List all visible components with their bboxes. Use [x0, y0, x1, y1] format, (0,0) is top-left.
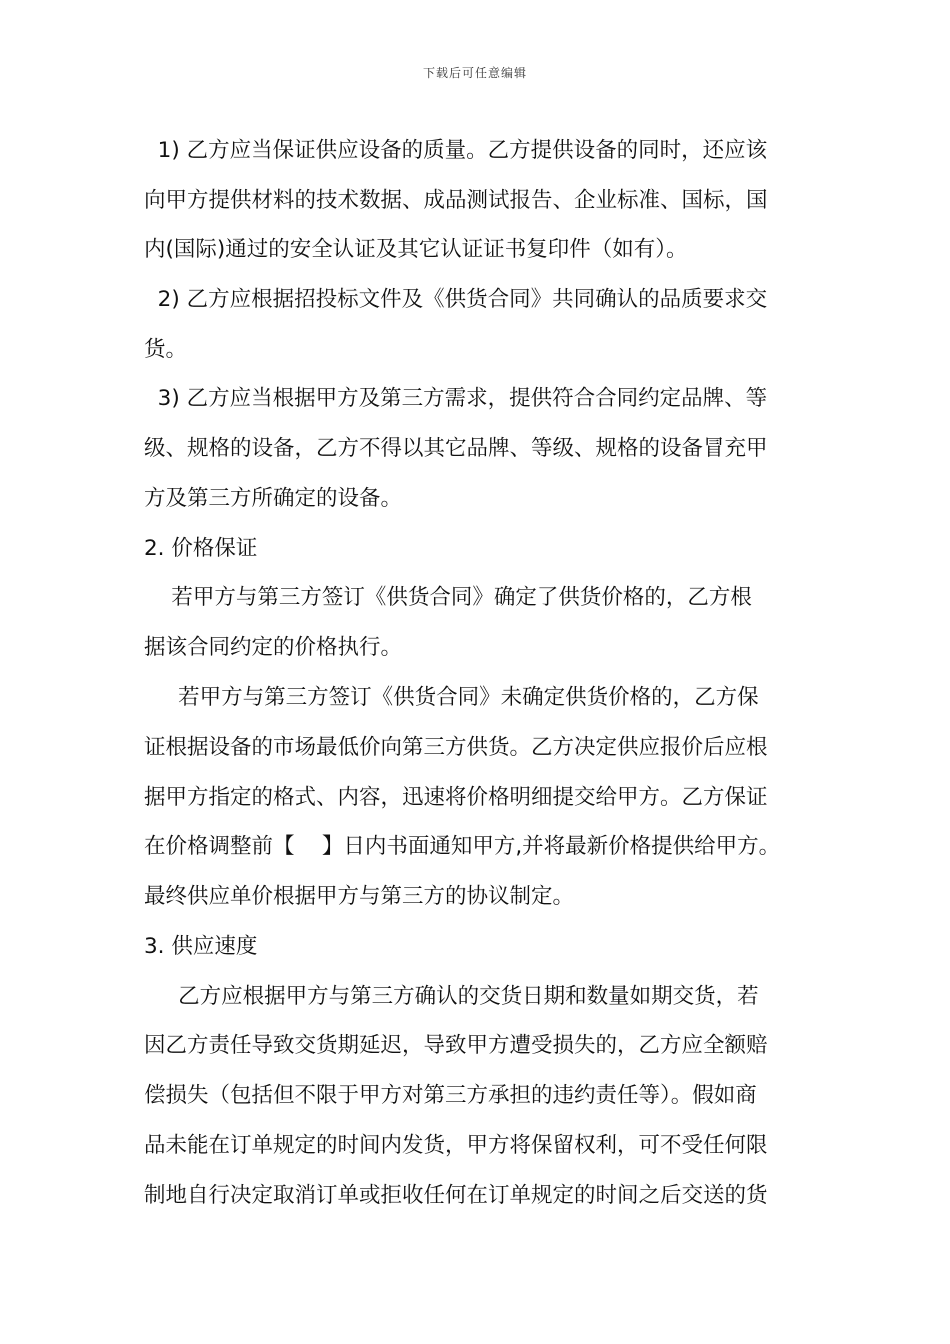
text-line: 据甲方指定的格式、内容，迅速将价格明细提交给甲方。乙方保证 — [144, 785, 768, 810]
text-line: 2) 乙方应根据招投标文件及《供货合同》共同确认的品质要求交 — [144, 287, 768, 312]
text-line: 1) 乙方应当保证供应设备的质量。乙方提供设备的同时，还应该 — [144, 138, 768, 163]
text-line: 制地自行决定取消订单或拒收任何在订单规定的时间之后交送的货 — [144, 1183, 768, 1208]
text-line: 据该合同约定的价格执行。 — [144, 635, 403, 660]
text-line: 若甲方与第三方签订《供货合同》确定了供货价格的，乙方根 — [144, 585, 752, 610]
text-line: 若甲方与第三方签订《供货合同》未确定供货价格的，乙方保 — [144, 685, 759, 710]
text-line: 3) 乙方应当根据甲方及第三方需求，提供符合合同约定品牌、等 — [144, 386, 768, 411]
text-line: 偿损失（包括但不限于甲方对第三方承担的违约责任等）。假如商 — [144, 1083, 757, 1108]
text-line: 内(国际)通过的安全认证及其它认证证书复印件（如有）。 — [144, 237, 688, 262]
text-line: 在价格调整前【 】日内书面通知甲方,并将最新价格提供给甲方。 — [144, 834, 781, 859]
text-line: 因乙方责任导致交货期延迟，导致甲方遭受损失的，乙方应全额赔 — [144, 1033, 768, 1058]
text-line: 方及第三方所确定的设备。 — [144, 486, 403, 511]
text-line: 最终供应单价根据甲方与第三方的协议制定。 — [144, 884, 575, 909]
text-line: 乙方应根据甲方与第三方确认的交货日期和数量如期交货，若 — [144, 984, 759, 1009]
page-header: 下载后可任意编辑 — [422, 66, 527, 80]
text-line: 级、规格的设备，乙方不得以其它品牌、等级、规格的设备冒充甲 — [144, 436, 768, 461]
section-heading: 3. 供应速度 — [144, 934, 258, 959]
text-line: 品未能在订单规定的时间内发货，甲方将保留权利，可不受任何限 — [144, 1133, 768, 1158]
text-line: 货。 — [144, 337, 188, 362]
text-line: 证根据设备的市场最低价向第三方供货。乙方决定供应报价后应根 — [144, 735, 768, 760]
section-heading: 2. 价格保证 — [144, 536, 258, 561]
text-line: 向甲方提供材料的技术数据、成品测试报告、企业标准、国标，国 — [144, 188, 768, 213]
